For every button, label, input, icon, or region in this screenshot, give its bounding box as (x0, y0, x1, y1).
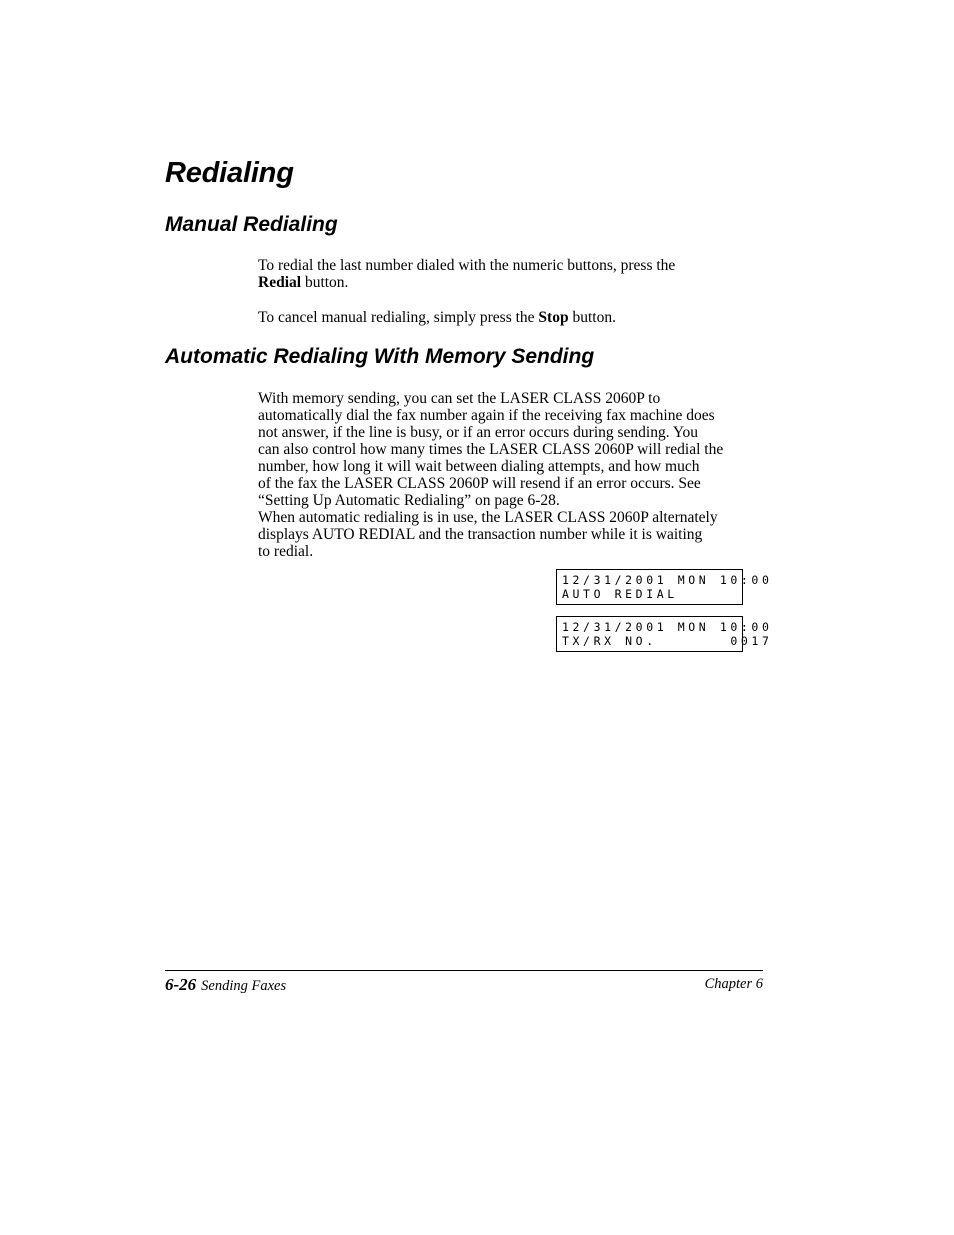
section-heading-automatic-redialing: Automatic Redialing With Memory Sending (165, 345, 595, 368)
paragraph-line: automatically dial the fax number again if the receiving fax machine does (258, 407, 715, 424)
page-title: Redialing (165, 157, 294, 189)
manual-redial-paragraph (258, 257, 675, 291)
stop-button-name: Stop (538, 309, 569, 326)
automatic-redial-paragraph (258, 390, 723, 560)
lcd-line-message: TX/RX NO. 0017 (562, 634, 773, 648)
paragraph-line: displays AUTO REDIAL and the transaction number while it is waiting (258, 526, 703, 543)
paragraph-line: When automatic redialing is in use, the LASER CLASS 2060P alternately (258, 509, 718, 526)
paragraph-line: not answer, if the line is busy, or if an error occurs during sending. You (258, 424, 699, 441)
paragraph-line: “Setting Up Automatic Redialing” on page 6-28. (258, 492, 560, 509)
footer-section-name: Sending Faxes (201, 978, 287, 994)
paragraph-line: Redial button. (258, 274, 349, 291)
lcd-display-transaction-number (556, 616, 773, 652)
lcd-display-auto-redial (556, 569, 773, 605)
redial-button-name: Redial (258, 274, 302, 291)
section-heading-manual-redialing: Manual Redialing (165, 213, 338, 236)
paragraph-line: number, how long it will wait between dialing attempts, and how much (258, 458, 700, 475)
page-number: 6-26 (165, 975, 197, 994)
lcd-line-datetime: 12/31/2001 MON 10:00 (562, 573, 773, 587)
paragraph-line: With memory sending, you can set the LASER CLASS 2060P to (258, 390, 661, 407)
footer-rule (165, 970, 763, 971)
footer-left (165, 975, 286, 995)
paragraph-line: to redial. (258, 543, 314, 560)
lcd-line-datetime: 12/31/2001 MON 10:00 (562, 620, 773, 634)
paragraph-line: To cancel manual redialing, simply press the Stop button. (258, 309, 616, 326)
paragraph-line: To redial the last number dialed with the numeric buttons, press the (258, 257, 676, 274)
lcd-line-message: AUTO REDIAL (562, 587, 678, 601)
paragraph-line: of the fax the LASER CLASS 2060P will resend if an error occurs. See (258, 475, 701, 492)
paragraph-line: can also control how many times the LASER CLASS 2060P will redial the (258, 441, 724, 458)
cancel-redial-paragraph (258, 309, 616, 326)
footer-chapter: Chapter 6 (704, 976, 763, 992)
